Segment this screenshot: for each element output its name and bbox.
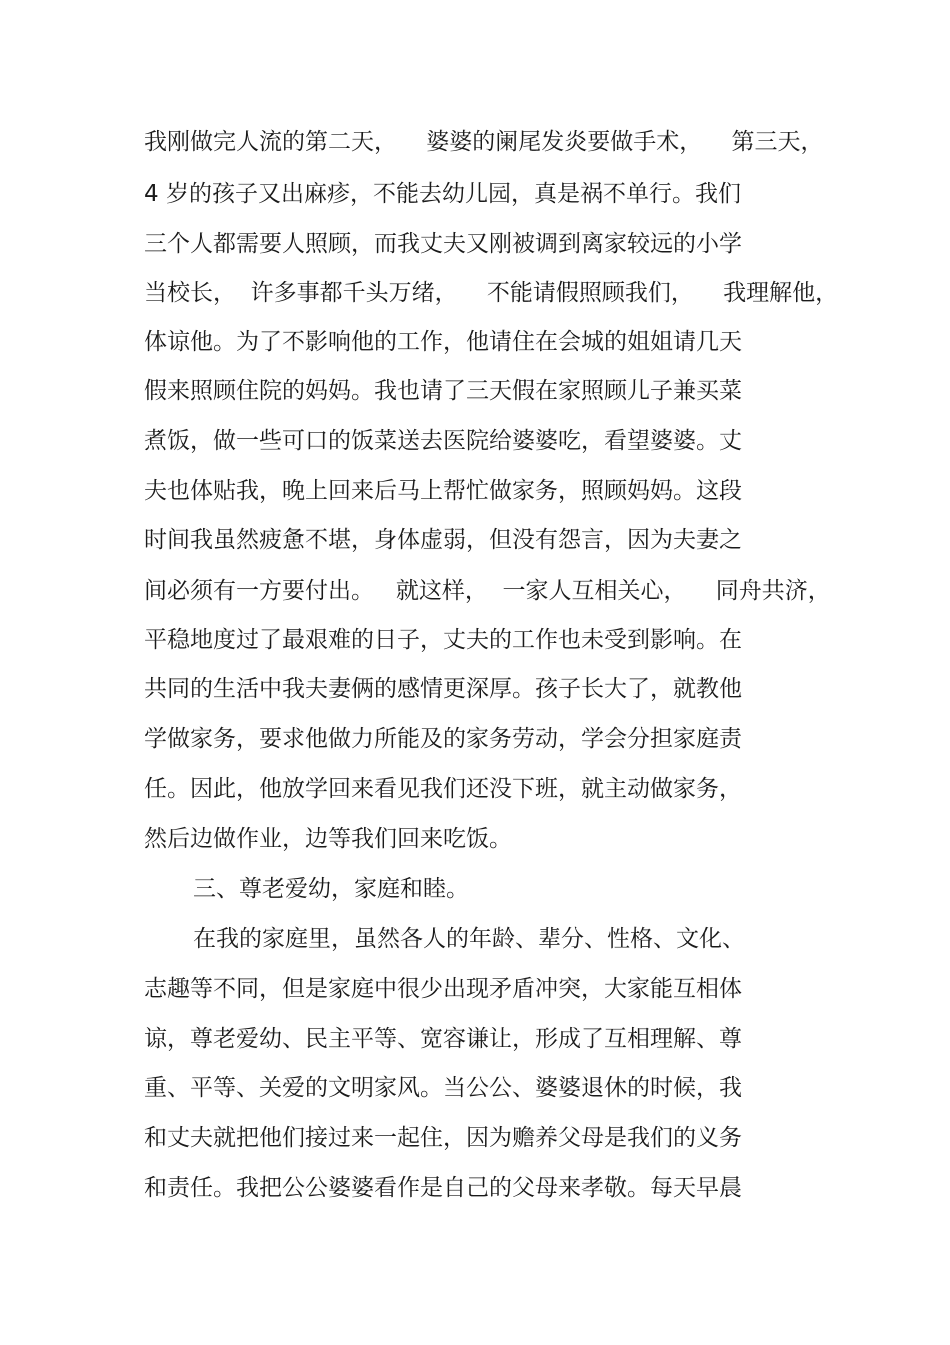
text-line: 4 岁的孩子又出麻疹，不能去幼儿园，真是祸不单行。我们 [144,181,741,207]
text-line: 当校长， 许多事都千头万绪， 不能请假照顾我们， 我理解他， [144,280,839,306]
text-line: 平稳地度过了最艰难的日子，丈夫的工作也未受到影响。在 [144,627,742,653]
text-line: 三个人都需要人照顾，而我丈夫又刚被调到离家较远的小学 [144,231,742,257]
text-line: 学做家务，要求他做力所能及的家务劳动，学会分担家庭责 [144,726,742,752]
text-line: 然后边做作业，边等我们回来吃饭。 [144,826,512,852]
section-heading: 三、尊老爱幼，家庭和睦。 [193,876,469,902]
text-line: 重、平等、关爱的文明家风。当公公、婆婆退休的时候，我 [144,1075,742,1101]
text-line: 煮饭，做一些可口的饭菜送去医院给婆婆吃，看望婆婆。丈 [144,428,742,454]
text-line: 夫也体贴我，晚上回来后马上帮忙做家务，照顾妈妈。这段 [144,478,742,504]
text-line: 我刚做完人流的第二天， 婆婆的阑尾发炎要做手术， 第三天， [144,129,824,155]
paragraph-first-line: 在我的家庭里，虽然各人的年龄、辈分、性格、文化、 [193,926,745,952]
text-line: 和责任。我把公公婆婆看作是自己的父母来孝敬。每天早晨 [144,1175,742,1201]
text-line: 谅，尊老爱幼、民主平等、宽容谦让，形成了互相理解、尊 [144,1026,742,1052]
text-line: 志趣等不同，但是家庭中很少出现矛盾冲突，大家能互相体 [144,976,742,1002]
text-line: 和丈夫就把他们接过来一起住，因为赡养父母是我们的义务 [144,1125,742,1151]
text-line: 间必须有一方要付出。 就这样， 一家人互相关心， 同舟共济， [144,578,831,604]
text-line: 假来照顾住院的妈妈。我也请了三天假在家照顾儿子兼买菜 [144,378,742,404]
text-line: 任。因此，他放学回来看见我们还没下班，就主动做家务， [144,776,742,802]
text-line: 共同的生活中我夫妻俩的感情更深厚。孩子长大了，就教他 [144,676,742,702]
text-line: 时间我虽然疲惫不堪，身体虚弱，但没有怨言，因为夫妻之 [144,527,742,553]
text-line: 体谅他。为了不影响他的工作，他请住在会城的姐姐请几天 [144,329,742,355]
